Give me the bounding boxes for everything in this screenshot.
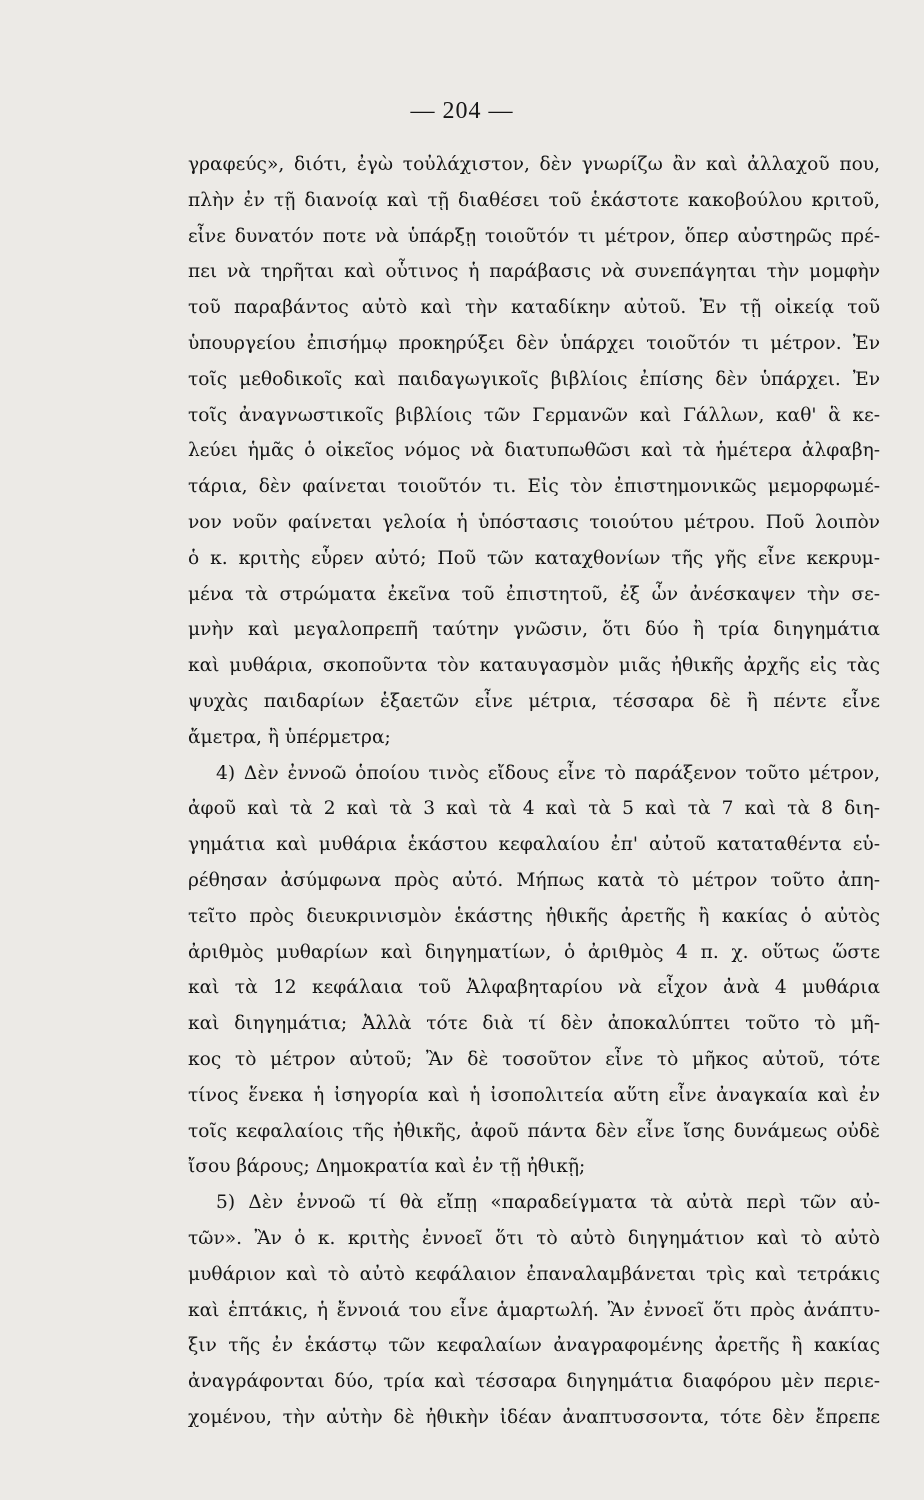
text-line: τοῦ παραβάντος αὐτὸ καὶ τὴν καταδίκην αὐτοῦ. Ἐν τῇ οἰκείᾳ τοῦ <box>188 297 880 319</box>
text-line: ἀναγράφονται δύο, τρία καὶ τέσσαρα διηγημάτια διαφόρου μὲν περιε- <box>188 1371 880 1393</box>
text-line: καὶ μυθάρια, σκοποῦντα τὸν καταυγασμὸν μιᾶς ἠθικῆς ἀρχῆς εἰς τὰς <box>188 655 880 677</box>
text-line: τεῖτο πρὸς διευκρινισμὸν ἑκάστης ἠθικῆς ἀρετῆς ἢ κακίας ὁ αὐτὸς <box>188 905 880 927</box>
text-line: καὶ τὰ 12 κεφάλαια τοῦ Ἀλφαβηταρίου νὰ εἶχον ἀνὰ 4 μυθάρια <box>188 977 880 999</box>
text-line: εἶνε δυνατόν ποτε νὰ ὑπάρξῃ τοιοῦτόν τι μέτρον, ὅπερ αὐστηρῶς πρέ- <box>188 225 880 247</box>
paragraph-end-line: ἴσου βάρους; Δημοκρατία καὶ ἐν τῇ ἠθικῇ; <box>188 1156 586 1178</box>
text-line: ὁ κ. κριτὴς εὗρεν αὐτό; Ποῦ τῶν καταχθονίων τῆς γῆς εἶνε κεκρυμ- <box>188 547 880 569</box>
text-line: ψυχὰς παιδαρίων ἑξαετῶν εἶνε μέτρια, τέσσαρα δὲ ἢ πέντε εἶνε <box>188 690 880 712</box>
text-line: τοῖς κεφαλαίοις τῆς ἠθικῆς, ἀφοῦ πάντα δὲν εἶνε ἴσης δυνάμεως οὐδὲ <box>188 1120 880 1142</box>
text-line: ἀριθμὸς μυθαρίων καὶ διηγηματίων, ὁ ἀριθμὸς 4 π. χ. οὕτως ὥστε <box>188 941 880 963</box>
text-line: καὶ ἑπτάκις, ἡ ἔννοιά του εἶνε ἁμαρτωλή. Ἂν ἐννοεῖ ὅτι πρὸς ἀνάπτυ- <box>188 1299 880 1321</box>
paragraph-start-line: 5) Δὲν ἐννοῶ τί θὰ εἴπῃ «παραδείγματα τὰ αὐτὰ περὶ τῶν αὐ- <box>216 1192 880 1214</box>
text-line: τῶν». Ἂν ὁ κ. κριτὴς ἐννοεῖ ὅτι τὸ αὐτὸ διηγημάτιον καὶ τὸ αὐτὸ <box>188 1227 880 1249</box>
text-line: πει νὰ τηρῆται καὶ οὗτινος ἡ παράβασις νὰ συνεπάγηται τὴν μομφὴν <box>188 261 880 283</box>
text-line: τίνος ἕνεκα ἡ ἰσηγορία καὶ ἡ ἰσοπολιτεία αὕτη εἶνε ἀναγκαία καὶ ἐν <box>188 1084 880 1106</box>
paragraph-end-line: ἄμετρα, ἢ ὑπέρμετρα; <box>188 726 391 748</box>
paragraph-start-line: 4) Δὲν ἐννοῶ ὁποίου τινὸς εἴδους εἶνε τὸ παράξενον τοῦτο μέτρον, <box>216 762 880 784</box>
text-line: μένα τὰ στρώματα ἐκεῖνα τοῦ ἐπιστητοῦ, ἐξ ὧν ἀνέσκαψεν τὴν σε- <box>188 583 880 605</box>
text-line: γημάτια καὶ μυθάρια ἑκάστου κεφαλαίου ἐπ' αὐτοῦ καταταθέντα εὑ- <box>188 834 880 856</box>
text-line: νον νοῦν φαίνεται γελοία ἡ ὑπόστασις τοιούτου μέτρου. Ποῦ λοιπὸν <box>188 511 880 533</box>
text-line: ξιν τῆς ἐν ἑκάστῳ τῶν κεφαλαίων ἀναγραφομένης ἀρετῆς ἢ κακίας <box>188 1335 880 1357</box>
text-line: καὶ διηγημάτια; Ἀλλὰ τότε διὰ τί δὲν ἀποκαλύπτει τοῦτο τὸ μῆ- <box>188 1013 880 1035</box>
page-number: — 204 — <box>410 98 514 124</box>
text-line: ἀφοῦ καὶ τὰ 2 καὶ τὰ 3 καὶ τὰ 4 καὶ τὰ 5 καὶ τὰ 7 καὶ τὰ 8 διη- <box>188 798 880 820</box>
text-line: ρέθησαν ἀσύμφωνα πρὸς αὐτό. Μήπως κατὰ τὸ μέτρον τοῦτο ἀπη- <box>188 869 880 891</box>
text-line: τοῖς ἀναγνωστικοῖς βιβλίοις τῶν Γερμανῶν καὶ Γάλλων, καθ' ἃ κε- <box>188 404 880 426</box>
text-line: λεύει ἡμᾶς ὁ οἰκεῖος νόμος νὰ διατυπωθῶσι καὶ τὰ ἡμέτερα ἀλφαβη- <box>188 440 880 462</box>
text-line: ὑπουργείου ἐπισήμῳ προκηρύξει δὲν ὑπάρχει τοιοῦτόν τι μέτρον. Ἐν <box>188 332 880 354</box>
text-line: γραφεύς», διότι, ἐγὼ τοὐλάχιστον, δὲν γνωρίζω ἂν καὶ ἀλλαχοῦ που, <box>188 154 880 175</box>
text-line: μνὴν καὶ μεγαλοπρεπῆ ταύτην γνῶσιν, ὅτι δύο ἢ τρία διηγημάτια <box>188 619 880 641</box>
text-line: μυθάριον καὶ τὸ αὐτὸ κεφάλαιον ἐπαναλαμβάνεται τρὶς καὶ τετράκις <box>188 1263 880 1285</box>
text-line: κος τὸ μέτρον αὐτοῦ; Ἂν δὲ τοσοῦτον εἶνε τὸ μῆκος αὐτοῦ, τότε <box>188 1048 880 1070</box>
text-line: πλὴν ἐν τῇ διανοίᾳ καὶ τῇ διαθέσει τοῦ ἑκάστοτε κακοβούλου κριτοῦ, <box>188 189 880 211</box>
body-text <box>188 147 880 1436</box>
text-line: τάρια, δὲν φαίνεται τοιοῦτόν τι. Εἰς τὸν ἐπιστημονικῶς μεμορφωμέ- <box>188 476 880 498</box>
text-line: τοῖς μεθοδικοῖς καὶ παιδαγωγικοῖς βιβλίοις ἐπίσης δὲν ὑπάρχει. Ἐν <box>188 368 880 390</box>
text-line: χομένου, τὴν αὐτὴν δὲ ἠθικὴν ἰδέαν ἀναπτυσσοντα, τότε δὲν ἔπρεπε <box>188 1406 880 1428</box>
